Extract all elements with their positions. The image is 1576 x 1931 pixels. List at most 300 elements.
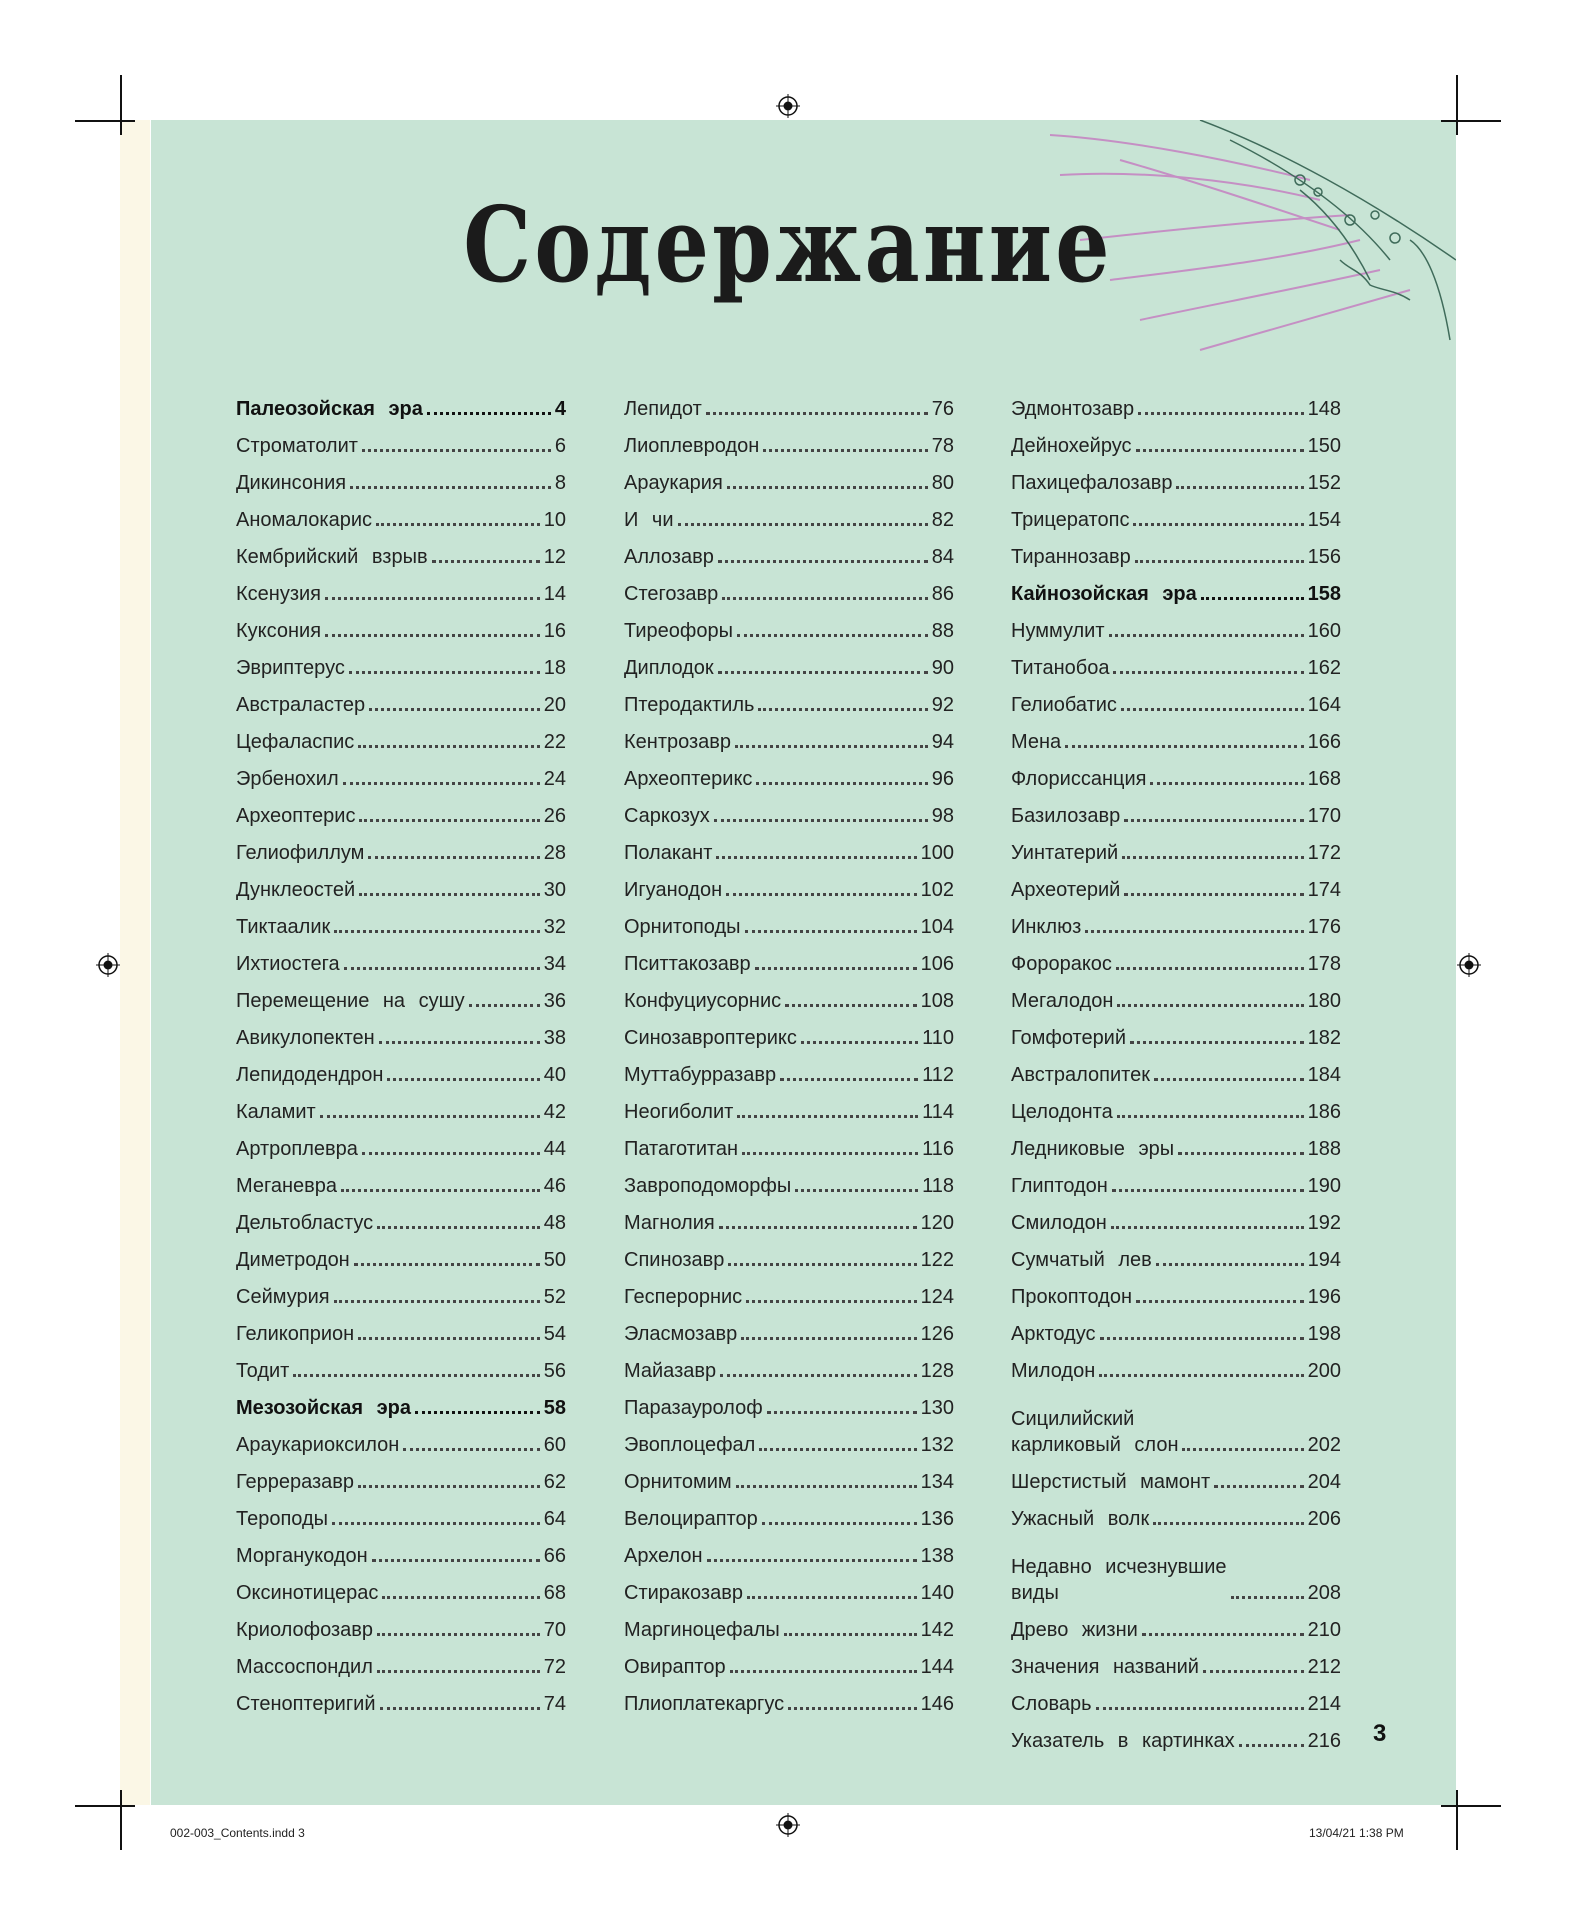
toc-entry-name: Эвоплоцефал (624, 1434, 756, 1456)
dot-leader (1099, 1374, 1303, 1377)
dot-leader (325, 634, 540, 637)
dot-leader (1116, 967, 1304, 970)
toc-section-heading (236, 1384, 566, 1421)
toc-entry-name: Дикинсония (236, 472, 347, 494)
toc-entry-page: 34 (543, 953, 566, 975)
toc-entry-page: 92 (931, 694, 954, 716)
toc-entry-name: Спинозавр (624, 1249, 725, 1271)
toc-entry-page: 144 (920, 1656, 954, 1678)
toc-entry (1011, 792, 1341, 829)
toc-section-heading (1011, 570, 1341, 607)
toc-entry-page: 210 (1307, 1619, 1341, 1641)
toc-entry-page: 38 (543, 1027, 566, 1049)
dot-leader (722, 597, 927, 600)
toc-entry-name: Мезозойская эра (236, 1397, 412, 1419)
dot-leader (1124, 893, 1303, 896)
toc-entry (236, 1606, 566, 1643)
dot-leader (735, 745, 928, 748)
dot-leader (379, 1041, 540, 1044)
dot-leader (344, 967, 540, 970)
toc-entry-page: 4 (554, 398, 566, 420)
toc-entry-name: Муттабурразавр (624, 1064, 777, 1086)
toc-entry (1011, 940, 1341, 977)
toc-entry-name-line1: Сицилийский (1011, 1408, 1135, 1430)
dot-leader (1136, 1300, 1304, 1303)
toc-entry-page: 40 (543, 1064, 566, 1086)
toc-entry (236, 422, 566, 459)
toc-entry-page: 32 (543, 916, 566, 938)
toc-entry (1011, 607, 1341, 644)
dot-leader (358, 745, 539, 748)
toc-entry-page: 8 (554, 472, 566, 494)
toc-entry-name: Овираптор (624, 1656, 726, 1678)
toc-entry-name: Кембрийский взрыв (236, 546, 428, 568)
dot-leader (377, 1670, 540, 1673)
toc-entry-name: Араукариоксилон (236, 1434, 400, 1456)
toc-entry-page: 136 (920, 1508, 954, 1530)
toc-entry-page: 140 (920, 1582, 954, 1604)
toc-entry-name: Нуммулит (1011, 620, 1105, 642)
toc-entry (1011, 903, 1341, 940)
toc-entry-page: 198 (1307, 1323, 1341, 1345)
toc-entry-name: Диплодок (624, 657, 714, 679)
toc-entry-name: Тиреофоры (624, 620, 733, 642)
toc-entry (236, 792, 566, 829)
toc-entry-page: 124 (920, 1286, 954, 1308)
dot-leader (1231, 1596, 1304, 1599)
toc-entry-page: 110 (922, 1027, 954, 1049)
toc-entry-page: 42 (543, 1101, 566, 1123)
toc-entry-page: 90 (931, 657, 954, 679)
toc-entry-page: 192 (1307, 1212, 1341, 1234)
dot-leader (746, 1300, 916, 1303)
toc-entry-page: 130 (920, 1397, 954, 1419)
dot-leader (755, 967, 917, 970)
toc-column-3 (1011, 385, 1341, 1754)
dot-leader (1214, 1485, 1304, 1488)
toc-entry (236, 607, 566, 644)
dot-leader (784, 1633, 917, 1636)
dot-leader (432, 560, 540, 563)
toc-entry-page: 62 (543, 1471, 566, 1493)
dot-leader (1203, 1670, 1304, 1673)
dot-leader (387, 1078, 539, 1081)
dot-leader (726, 893, 916, 896)
toc-entry (236, 1236, 566, 1273)
toc-entry-name: Стегозавр (624, 583, 719, 605)
toc-entry (1011, 533, 1341, 570)
toc-entry-page: 100 (920, 842, 954, 864)
toc-entry (624, 570, 954, 607)
toc-entry (236, 1458, 566, 1495)
toc-entry-page: 178 (1307, 953, 1341, 975)
toc-entry-page: 202 (1307, 1434, 1341, 1456)
dot-leader (349, 671, 540, 674)
toc-entry (624, 1051, 954, 1088)
toc-entry-name: Конфуциусорнис (624, 990, 782, 1012)
toc-entry-name: Куксония (236, 620, 322, 642)
toc-entry-page: 60 (543, 1434, 566, 1456)
toc-entry-page: 56 (543, 1360, 566, 1382)
toc-entry-page: 182 (1307, 1027, 1341, 1049)
toc-entry-name: Завроподоморфы (624, 1175, 792, 1197)
toc-entry (236, 1347, 566, 1384)
toc-entry-name: Майазавр (624, 1360, 717, 1382)
toc-entry-page: 6 (554, 435, 566, 457)
dot-leader (403, 1448, 539, 1451)
toc-entry (1011, 1310, 1341, 1347)
toc-entry (624, 1606, 954, 1643)
toc-entry-page: 118 (922, 1175, 954, 1197)
toc-entry-page: 12 (543, 546, 566, 568)
toc-entry (236, 644, 566, 681)
dot-leader (1096, 1707, 1304, 1710)
toc-entry (1011, 1680, 1341, 1717)
toc-entry-name: Гелиофиллум (236, 842, 365, 864)
toc-entry-page: 200 (1307, 1360, 1341, 1382)
toc-entry-name: Фороракос (1011, 953, 1112, 975)
toc-entry-name: Криолофозавр (236, 1619, 374, 1641)
toc-entry-name: Тиктаалик (236, 916, 331, 938)
dot-leader (762, 1522, 917, 1525)
toc-entry-name: Пситтакозавр (624, 953, 751, 975)
toc-column-1 (236, 385, 566, 1717)
toc-entry-page: 74 (543, 1693, 566, 1715)
toc-entry (1011, 1273, 1341, 1310)
toc-entry (624, 1273, 954, 1310)
toc-entry-name: Диметродон (236, 1249, 350, 1271)
toc-entry (236, 1125, 566, 1162)
toc-entry (624, 718, 954, 755)
dot-leader (1178, 1152, 1303, 1155)
toc-entry-name: Авикулопектен (236, 1027, 375, 1049)
dot-leader (1109, 634, 1304, 637)
toc-section-heading (236, 385, 566, 422)
toc-entry (236, 1014, 566, 1051)
toc-entry (236, 1643, 566, 1680)
toc-entry-name: Аномалокарис (236, 509, 373, 531)
dot-leader (718, 671, 928, 674)
toc-entry-page: 50 (543, 1249, 566, 1271)
toc-entry-page: 114 (922, 1101, 954, 1123)
dot-leader (758, 708, 927, 711)
toc-entry-page: 162 (1307, 657, 1341, 679)
toc-entry-name: Сеймурия (236, 1286, 330, 1308)
toc-entry (624, 1643, 954, 1680)
toc-entry-name: Арктодус (1011, 1323, 1096, 1345)
toc-entry (236, 1495, 566, 1532)
registration-mark-top (776, 94, 800, 118)
toc-entry-name: Указатель в картинках (1011, 1730, 1235, 1752)
toc-entry (624, 607, 954, 644)
toc-entry (624, 1199, 954, 1236)
toc-entry-name: Мегалодон (1011, 990, 1114, 1012)
toc-entry-name: Целодонта (1011, 1101, 1113, 1123)
toc-entry (624, 866, 954, 903)
toc-entry (236, 496, 566, 533)
dot-leader (737, 634, 928, 637)
dot-leader (362, 1152, 540, 1155)
toc-entry-page: 104 (920, 916, 954, 938)
toc-entry (624, 1495, 954, 1532)
crop-mark (75, 1805, 135, 1807)
dot-leader (377, 1633, 540, 1636)
dot-leader (1135, 560, 1304, 563)
toc-entry-name: Лиоплевродон (624, 435, 760, 457)
toc-entry-name: Массоспондил (236, 1656, 373, 1678)
toc-entry (624, 1347, 954, 1384)
dot-leader (714, 819, 928, 822)
toc-entry (624, 533, 954, 570)
toc-entry-name: Дельтобластус (236, 1212, 374, 1234)
toc-entry-page: 24 (543, 768, 566, 790)
toc-entry-page: 120 (920, 1212, 954, 1234)
dot-leader (727, 486, 928, 489)
toc-entry (624, 792, 954, 829)
toc-entry-name: Кентрозавр (624, 731, 732, 753)
toc-entry (624, 1421, 954, 1458)
toc-entry-page: 14 (543, 583, 566, 605)
toc-entry (1011, 1236, 1341, 1273)
toc-entry-page: 214 (1307, 1693, 1341, 1715)
dot-leader (1117, 1115, 1304, 1118)
toc-entry-name: Тодит (236, 1360, 290, 1382)
toc-entry-name: Синозавроптерикс (624, 1027, 797, 1049)
toc-entry-name: Археоптерикс (624, 768, 753, 790)
toc-entry-name: Ужасный волк (1011, 1508, 1150, 1530)
toc-entry-page: 206 (1307, 1508, 1341, 1530)
toc-entry-name: Прокоптодон (1011, 1286, 1133, 1308)
toc-entry-page: 208 (1307, 1582, 1341, 1604)
toc-entry-name: Эласмозавр (624, 1323, 738, 1345)
slug-filename: 002-003_Contents.indd 3 (170, 1826, 305, 1840)
dot-leader (1136, 449, 1304, 452)
dot-leader (359, 893, 540, 896)
dot-leader (788, 1707, 917, 1710)
toc-entry (1011, 1347, 1341, 1384)
dot-leader (359, 819, 539, 822)
toc-entry (1011, 866, 1341, 903)
toc-entry (624, 940, 954, 977)
toc-entry-name: Перемещение на сушу (236, 990, 465, 1012)
dot-leader (427, 412, 551, 415)
dot-leader (730, 1670, 917, 1673)
toc-entry-page: 16 (543, 620, 566, 642)
toc-entry-name: Лепидот (624, 398, 702, 420)
toc-entry-name: Стеноптеригий (236, 1693, 376, 1715)
toc-entry (1011, 829, 1341, 866)
dot-leader (1122, 856, 1303, 859)
toc-entry (1011, 681, 1341, 718)
toc-entry-name: Инклюз (1011, 916, 1082, 938)
toc-entry-name (1011, 1554, 1227, 1606)
toc-entry-page: 172 (1307, 842, 1341, 864)
toc-entry-page: 146 (920, 1693, 954, 1715)
registration-mark-right (1457, 953, 1481, 977)
dot-leader (795, 1189, 918, 1192)
dot-leader (369, 708, 540, 711)
toc-entry-page: 78 (931, 435, 954, 457)
toc-column-2 (624, 385, 954, 1717)
toc-entry-page: 116 (922, 1138, 954, 1160)
toc-entry-page: 26 (543, 805, 566, 827)
toc-entry-name: Игуанодон (624, 879, 723, 901)
toc-entry-page: 166 (1307, 731, 1341, 753)
toc-entry (1011, 718, 1341, 755)
registration-mark-left (96, 953, 120, 977)
toc-entry-page: 66 (543, 1545, 566, 1567)
dot-leader (377, 1226, 540, 1229)
dot-leader (334, 1300, 540, 1303)
toc-entry (624, 1384, 954, 1421)
toc-entry-page: 112 (922, 1064, 954, 1086)
toc-entry (624, 422, 954, 459)
toc-entry-name: Морганукодон (236, 1545, 368, 1567)
toc-entry-page: 156 (1307, 546, 1341, 568)
toc-entry (624, 1532, 954, 1569)
toc-entry-name: Строматолит (236, 435, 358, 457)
toc-entry-name: Гелиобатис (1011, 694, 1117, 716)
toc-entry-page: 80 (931, 472, 954, 494)
toc-entry-page: 194 (1307, 1249, 1341, 1271)
dot-leader (1239, 1744, 1304, 1747)
toc-entry-name: Патаготитан (624, 1138, 739, 1160)
toc-entry (624, 1236, 954, 1273)
toc-entry-page: 102 (920, 879, 954, 901)
toc-entry-name: Тероподы (236, 1508, 329, 1530)
toc-entry-name: Паразауролоф (624, 1397, 763, 1419)
bleed-strip (120, 120, 150, 1805)
toc-entry-page: 86 (931, 583, 954, 605)
dot-leader (368, 856, 539, 859)
toc-entry-name: Стиракозавр (624, 1582, 743, 1604)
toc-entry-page: 134 (920, 1471, 954, 1493)
crop-mark (120, 75, 122, 135)
dot-leader (341, 1189, 540, 1192)
dot-leader (707, 1559, 917, 1562)
toc-entry (1011, 1199, 1341, 1236)
toc-entry-name: И чи (624, 509, 674, 531)
dot-leader (1150, 782, 1303, 785)
toc-entry-name: Уинтатерий (1011, 842, 1119, 864)
dot-leader (716, 856, 916, 859)
dot-leader (1065, 745, 1303, 748)
toc-entry-page: 184 (1307, 1064, 1341, 1086)
toc-entry (236, 1051, 566, 1088)
crop-mark (1441, 1805, 1501, 1807)
toc-entry-name: Цефаласпис (236, 731, 355, 753)
toc-entry-page: 176 (1307, 916, 1341, 938)
toc-entry-name: Пахицефалозавр (1011, 472, 1173, 494)
toc-entry-name: Геликоприон (236, 1323, 355, 1345)
toc-entry-name: Словарь (1011, 1693, 1092, 1715)
toc-entry-name: Магнолия (624, 1212, 715, 1234)
toc-entry-name: Трицератопс (1011, 509, 1130, 531)
toc-entry-page: 154 (1307, 509, 1341, 531)
dot-leader (767, 1411, 917, 1414)
toc-entry-name: Ледниковые эры (1011, 1138, 1175, 1160)
toc-entry (236, 1421, 566, 1458)
toc-entry-page: 64 (543, 1508, 566, 1530)
toc-entry-name: Плиоплатекаргус (624, 1693, 785, 1715)
toc-entry (1011, 1717, 1341, 1754)
toc-entry-page: 132 (920, 1434, 954, 1456)
toc-entry (624, 459, 954, 496)
toc-entry-name: Древо жизни (1011, 1619, 1138, 1641)
dot-leader (325, 597, 540, 600)
crop-mark (120, 1790, 122, 1850)
dot-leader (780, 1078, 918, 1081)
toc-entry (1011, 459, 1341, 496)
dot-leader (1111, 1226, 1304, 1229)
toc-entry-name: Лепидодендрон (236, 1064, 384, 1086)
toc-entry-name-line1: Недавно исчезнувшие (1011, 1556, 1227, 1578)
toc-entry-page: 150 (1307, 435, 1341, 457)
toc-entry (624, 385, 954, 422)
toc-entry-page: 170 (1307, 805, 1341, 827)
dot-leader (719, 1226, 917, 1229)
toc-entry-name: Аллозавр (624, 546, 714, 568)
toc-entry-page: 72 (543, 1656, 566, 1678)
toc-entry-page: 96 (931, 768, 954, 790)
toc-entry-name: Саркозух (624, 805, 710, 827)
toc-entry (236, 459, 566, 496)
toc-entry-page: 152 (1307, 472, 1341, 494)
toc-entry-page: 128 (920, 1360, 954, 1382)
toc-entry-page: 138 (920, 1545, 954, 1567)
toc-entry-name: Археоптерис (236, 805, 356, 827)
toc-entry (236, 866, 566, 903)
toc-entry (236, 1162, 566, 1199)
toc-entry (1011, 1088, 1341, 1125)
crop-mark (1456, 1790, 1458, 1850)
toc-entry-name: Титанобоа (1011, 657, 1110, 679)
toc-entry-page: 160 (1307, 620, 1341, 642)
dot-leader (380, 1707, 540, 1710)
crop-mark (1441, 120, 1501, 122)
crop-mark (1456, 75, 1458, 135)
crop-mark (75, 120, 135, 122)
toc-entry-page: 126 (920, 1323, 954, 1345)
dot-leader (415, 1411, 540, 1414)
toc-entry-page: 212 (1307, 1656, 1341, 1678)
dot-leader (1142, 1633, 1304, 1636)
toc-entry-page: 168 (1307, 768, 1341, 790)
toc-entry (236, 977, 566, 1014)
toc-entry-page: 164 (1307, 694, 1341, 716)
dot-leader (1113, 671, 1303, 674)
page-number: 3 (1373, 1720, 1387, 1747)
toc-entry-name: Неогиболит (624, 1101, 734, 1123)
toc-entry-name: Шерстистый мамонт (1011, 1471, 1211, 1493)
toc-entry-page: 196 (1307, 1286, 1341, 1308)
toc-entry-name: Каламит (236, 1101, 316, 1123)
toc-entry-page: 52 (543, 1286, 566, 1308)
toc-entry-name: Эдмонтозавр (1011, 398, 1135, 420)
toc-entry (1011, 1125, 1341, 1162)
toc-entry-page: 84 (931, 546, 954, 568)
dot-leader (1176, 486, 1303, 489)
dot-leader (320, 1115, 540, 1118)
toc-entry (624, 1310, 954, 1347)
toc-entry-name: Австралопитек (1011, 1064, 1150, 1086)
toc-entry-page: 142 (920, 1619, 954, 1641)
dot-leader (1121, 708, 1304, 711)
toc-entry-page: 58 (543, 1397, 566, 1419)
toc-entry-page: 36 (543, 990, 566, 1012)
toc-entry (236, 1569, 566, 1606)
dot-leader (706, 412, 928, 415)
